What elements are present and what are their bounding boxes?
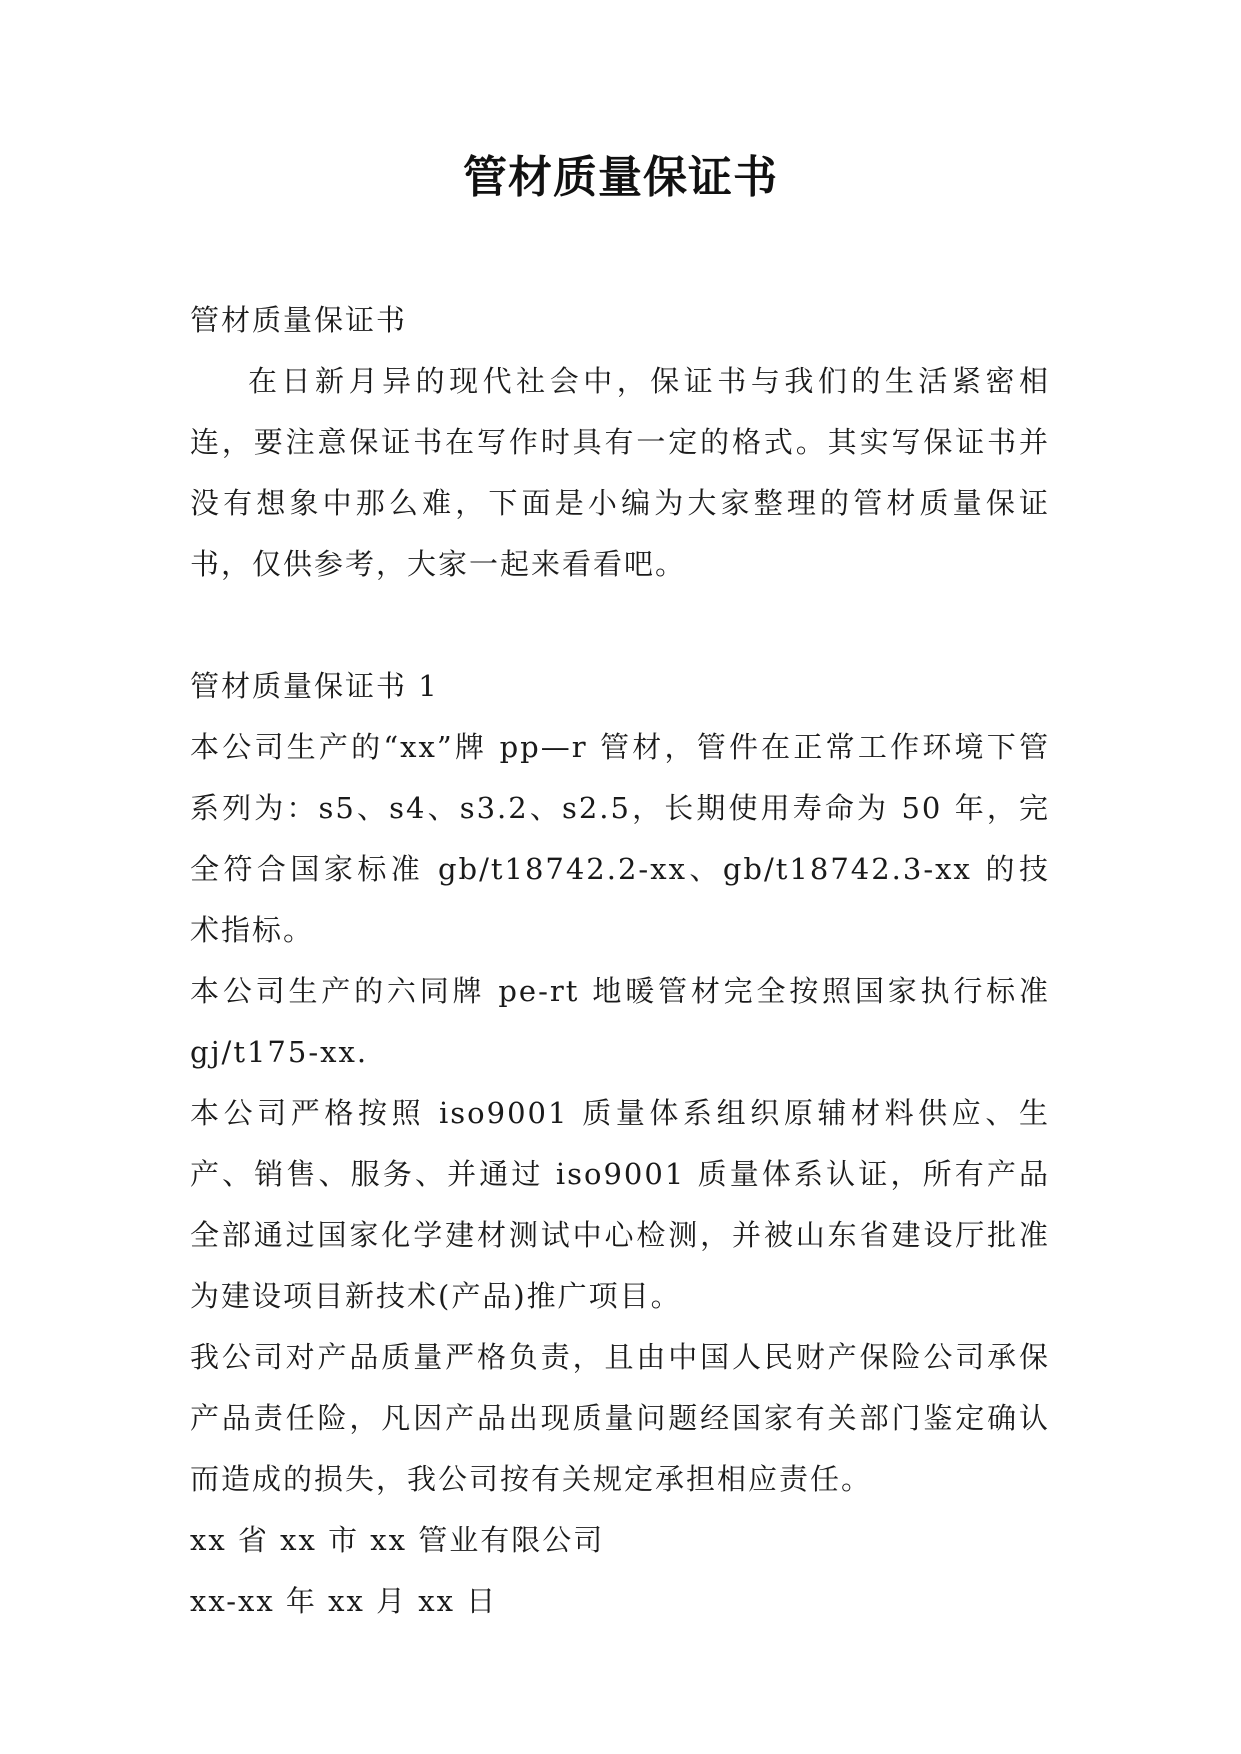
- section-heading: 管材质量保证书 1: [190, 669, 439, 703]
- paragraph-spacer: [190, 595, 1050, 656]
- paragraph-liability: 我公司对产品质量严格负责，且由中国人民财产保险公司承保产品责任险，凡因产品出现质量问题经国家有关部门鉴定确认而造成的损失，我公司按有关规定承担相应责任。: [190, 1340, 1050, 1496]
- signature-company: xx 省 xx 市 xx 管业有限公司: [190, 1523, 605, 1557]
- subtitle: 管材质量保证书: [190, 303, 408, 337]
- signature-date: xx-xx 年 xx 月 xx 日: [190, 1584, 498, 1618]
- document-body: [190, 290, 1050, 1632]
- paragraph-floor-heating: 本公司生产的六同牌 pe-rt 地暖管材完全按照国家执行标准 gj/t175-xx.: [190, 974, 1050, 1069]
- paragraph-warranty-life: 本公司生产的“xx”牌 pp—r 管材，管件在正常工作环境下管系列为：s5、s4、s3.2、s2.5，长期使用寿命为 50 年，完全符合国家标准 gb/t18742.2-xx、gb/t18742.3-xx 的技术指标。: [190, 730, 1050, 947]
- paragraph-iso-certification: 本公司严格按照 iso9001 质量体系组织原辅材料供应、生产、销售、服务、并通过 iso9001 质量体系认证，所有产品全部通过国家化学建材测试中心检测，并被山东省建设厅批准为建设项目新技术(产品)推广项目。: [190, 1096, 1050, 1313]
- document-title: 管材质量保证书: [463, 152, 778, 203]
- intro-paragraph: 在日新月异的现代社会中，保证书与我们的生活紧密相连，要注意保证书在写作时具有一定的格式。其实写保证书并没有想象中那么难，下面是小编为大家整理的管材质量保证书，仅供参考，大家一起来看看吧。: [190, 364, 1050, 581]
